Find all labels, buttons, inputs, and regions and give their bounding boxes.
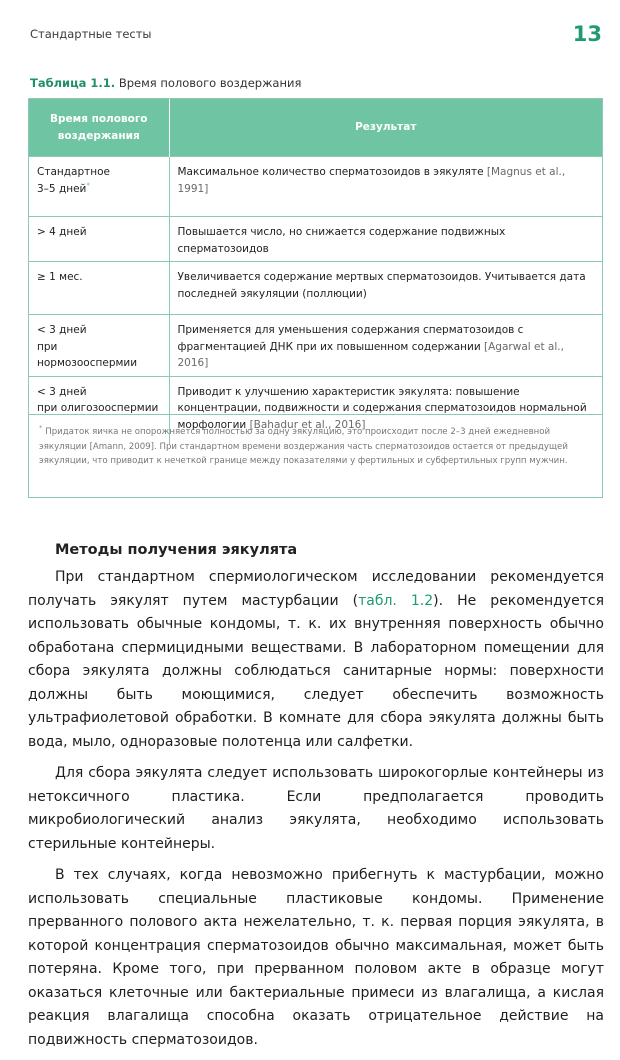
result-cell: Приводит к улучшению характеристик эякулята: повышение концентрации, подвижности и содержания сперматозоидов нормальной морфологии [Bahadur et al., 2016] xyxy=(169,376,602,444)
paragraph: При стандартном спермиологическом исследовании рекомендуется получать эякулят путем мастурбации (табл. 1.2). Не рекомендуется использовать обычные кондомы, т. к. их внутренняя поверхность обычно обработана спермицидными веществами. В лабораторном помещении для сбора эякулята должны соблюдаться санитарные нормы: поверхности должны быть моющимися, следует обеспечить возможность ультрафиолетовой обработки. В комнате для сбора эякулята должны быть вода, мыло, одноразовые полотенца или салфетки. xyxy=(28,569,605,750)
table-reference-link[interactable]: табл. 1.2 xyxy=(358,592,434,609)
time-cell: ≥ 1 мес. xyxy=(29,262,169,315)
header-time: Время полового воздержания xyxy=(29,99,169,157)
table-row xyxy=(29,315,602,377)
section-heading: Методы получения эякулята xyxy=(55,542,298,558)
result-cell: Применяется для уменьшения содержания сперматозоидов с фрагментацией ДНК при их повышенном содержании [Agarwal et al., 2016] xyxy=(169,315,602,377)
footnote-text: Придаток яичка не опорожняется полностью за одну эякуляцию, это происходит после 2–3 дней ежедневной эякуляции [Amann, 2009]. При стандартном времени воздержания часть сперматозоидов остается от предыдущей эякуляции, что приводит к нечеткой границе между показателями у фертильных и субфертильных групп мужчин. xyxy=(39,427,568,466)
paragraph: В тех случаях, когда невозможно прибегнуть к мастурбации, можно использовать специальные пластиковые кондомы. Применение прерванного полового акта нежелательно, т. к. первая порция эякулята, в которой концентрация сперматозоидов обычно максимальная, может быть потеряна. Кроме того, при прерванном половом акте в образце могут оказаться клеточные или бактериальные примеси из влагалища, а кислая реакция влагалища способна оказать отрицательное действие на подвижность сперматозоидов. xyxy=(28,867,604,1048)
running-title: Стандартные тесты xyxy=(30,27,152,41)
table-caption-label: Таблица 1.1. xyxy=(30,76,116,90)
paragraph: Для сбора эякулята следует использовать широкогорлые контейнеры из нетоксичного пластика. Если предполагается проводить микробиологический анализ эякулята, необходимо использовать стерильные контейнеры. xyxy=(28,765,604,852)
result-cell: Повышается число, но снижается содержание подвижных сперматозоидов xyxy=(169,217,602,262)
header-result: Результат xyxy=(169,99,602,157)
citation: [Bahadur et al., 2016] xyxy=(249,418,366,431)
table-row xyxy=(29,157,602,217)
table-header-row xyxy=(29,99,602,157)
body-text xyxy=(28,566,604,1060)
page-number: 13 xyxy=(572,22,602,46)
result-cell: Увеличивается содержание мертвых сперматозоидов. Учитывается дата последней эякуляции (поллюции) xyxy=(169,262,602,315)
footnote-mark: * xyxy=(39,424,43,433)
table-caption-text: Время полового воздержания xyxy=(118,76,302,90)
time-cell: > 4 дней xyxy=(29,217,169,262)
time-cell: Стандартное 3–5 дней* xyxy=(29,157,169,217)
table-footnote xyxy=(29,414,602,497)
abstinence-table xyxy=(28,98,603,498)
table-row xyxy=(29,217,602,262)
table-row xyxy=(29,262,602,315)
time-cell: < 3 дней при нормозооспермии xyxy=(29,315,169,377)
citation: [Magnus et al., 1991] xyxy=(177,166,566,195)
table-caption xyxy=(30,76,301,90)
result-cell: Максимальное количество сперматозоидов в эякуляте [Magnus et al., 1991] xyxy=(169,157,602,217)
citation: [Agarwal et al., 2016] xyxy=(177,340,564,369)
footnote-marker: * xyxy=(86,181,90,189)
time-cell: < 3 дней при олигозооспермии xyxy=(29,376,169,444)
